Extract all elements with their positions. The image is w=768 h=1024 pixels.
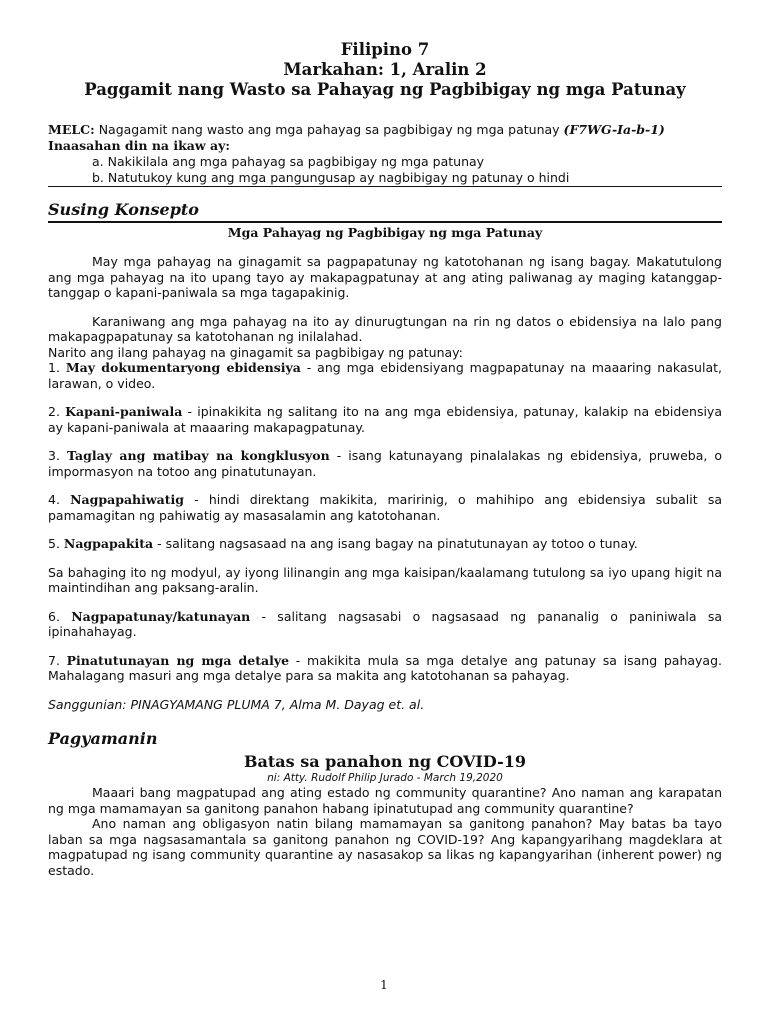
melc-text: Nagagamit nang wasto ang mga pahayag sa pagbibigay ng mga patunay [94,122,564,137]
list-item: 6. Nagpapatunay/katunayan - salitang nagsasabi o nagsasaad ng pananalig o paniniwala sa ipinahahayag. [48,608,722,639]
quarter-lesson-title: Markahan: 1, Aralin 2 [283,60,487,79]
article-byline: ni: Atty. Rudolf Philip Jurado - March 19,2020 [267,772,503,784]
lesson-topic-title: Paggamit nang Wasto sa Pahayag ng Pagbibigay ng mga Patunay [84,80,686,99]
list-item: 3. Taglay ang matibay na kongklusyon - isang katunayang pinalalakas ng ebidensiya, pruweba, o impormasyon na totoo ang pinatutunayan. [48,448,722,479]
list-intro: Narito ang ilang pahayag na ginagamit sa pagbibigay ng patunay: [48,344,463,360]
page-number: 1 [380,978,388,992]
melc-label: MELC: [48,122,95,137]
melc-code: (F7WG-Ia-b-1) [563,122,665,137]
heading-underline [48,221,722,223]
concept-subtitle: Mga Pahayag ng Pagbibigay ng mga Patunay [227,225,543,240]
susing-konsepto-heading: Susing Konsepto [48,200,199,219]
document-page [48,40,722,878]
list-item: 5. Nagpapakita - salitang nagsasaad na ang isang bagay na pinatutunayan ay totoo o tunay. [48,536,638,551]
module-note: Sa bahaging ito ng modyul, ay iyong lilinangin ang mga kaisipan/kaalamang tutulong sa iyo upang higit na maintindihan ang paksang-aralin. [48,564,722,595]
expectation-label: Inaasahan din na ikaw ay: [48,138,230,153]
objective-a: a. Nakikilala ang mga pahayag sa pagbibigay ng mga patunay [92,154,485,169]
divider [48,186,722,187]
list-item: 2. Kapani-paniwala - ipinakikita ng salitang ito na ang mga ebidensiya, patunay, kalakip na ebidensiya ay kapani-paniwala at maaaring makapagpatunay. [48,404,722,435]
article-title: Batas sa panahon ng COVID-19 [244,752,526,771]
article-paragraph-1: Maaari bang magpatupad ang ating estado ng community quarantine? Ano naman ang karapatan ng mga mamamayan sa ganitong panahon habang ipinatutupad ang community quarantine? [48,785,722,816]
subject-title: Filipino 7 [340,40,430,59]
melc-line [48,122,722,138]
pagyamanin-heading: Pagyamanin [48,729,158,748]
list-item: 7. Pinatutunayan ng mga detalye - makikita mula sa mga detalye ang patunay sa isang pahayag. Mahalagang masuri ang mga detalye para sa makita ang katotohanan sa pahayag. [48,652,722,683]
objective-b: b. Natutukoy kung ang mga pangungusap ay nagbibigay ng patunay o hindi [92,170,570,185]
concept-paragraph-1: May mga pahayag na ginagamit sa pagpapatunay ng katotohanan ng isang bagay. Makatutulong ang mga pahayag na ito upang tayo ay makapagpatunay at ang ating paliwanag ay maging katanggap-tanggap o kapani-paniwala sa mga tagapakinig. [48,254,722,300]
concept-paragraph-2: Karaniwang ang mga pahayag na ito ay dinurugtungan na rin ng datos o ebidensiya na lalo pang makapagpapatunay sa katotohanan ng inilalahad. [48,313,722,344]
list-item: 4. Nagpapahiwatig - hindi direktang makikita, maririnig, o mahihipo ang ebidensiya subalit sa pamamagitan ng pahiwatig ay masasalamin ang katotohanan. [48,492,722,523]
list-item: 1. May dokumentaryong ebidensiya - ang mga ebidensiyang magpapatunay na maaaring nakasulat, larawan, o video. [48,360,722,391]
source-citation: Sanggunian: PINAGYAMANG PLUMA 7, Alma M. Dayag et. al. [48,696,425,712]
article-paragraph-2: Ano naman ang obligasyon natin bilang mamamayan sa ganitong panahon? May batas ba tayo laban sa mga nagsasamantala sa ganitong panahon ng COVID-19? Ang kapangyarihang magdeklara at magpatupad ng isang community quarantine ay nasasakop sa likas ng kapangyarihan (inherent power) ng estado. [48,816,722,878]
